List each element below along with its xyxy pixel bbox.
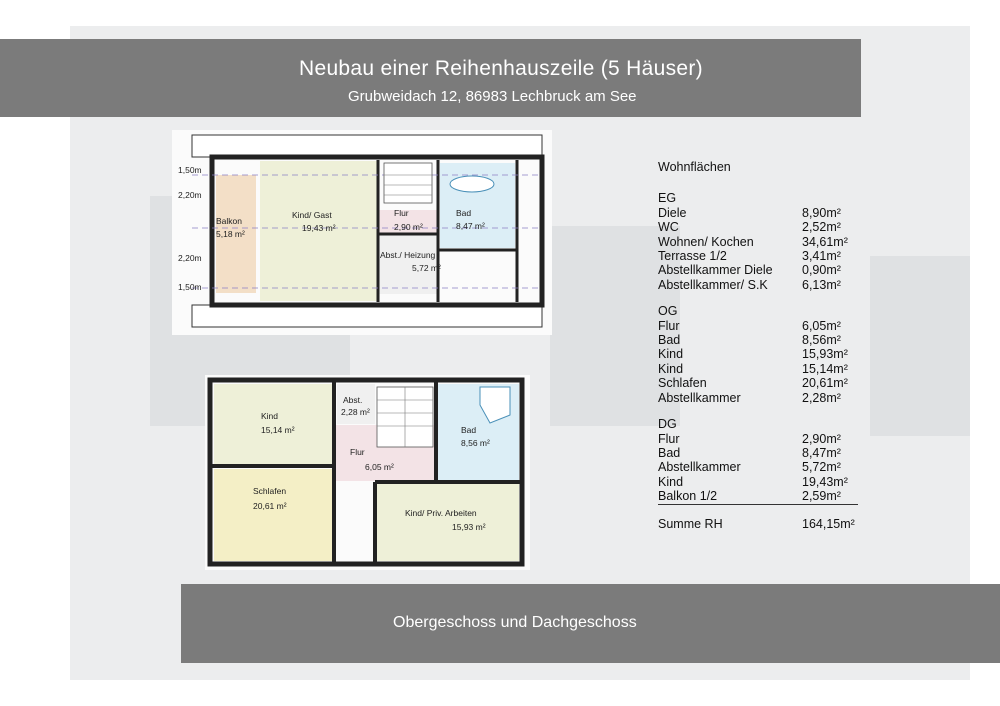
area-value: 5,72m² <box>802 460 841 475</box>
area-value: 19,43m² <box>802 474 848 489</box>
list-item <box>658 362 858 376</box>
caption-banner <box>181 584 1000 663</box>
list-item <box>658 475 858 489</box>
area-label: Wohnen/ Kochen <box>658 234 754 249</box>
dim-label: 1,50m <box>178 282 202 292</box>
area-value: 34,61m² <box>802 234 848 249</box>
area-value: 15,93m² <box>802 347 848 362</box>
area-value: 20,61m² <box>802 376 848 391</box>
og-floor-plan <box>205 375 530 570</box>
room-name: Kind/ Gast <box>292 210 332 220</box>
area-label: Bad <box>658 333 681 348</box>
room-area: 15,93 m² <box>452 522 486 532</box>
list-item <box>658 278 858 292</box>
room-area: 8,47 m² <box>456 221 485 231</box>
area-value: 15,14m² <box>802 361 848 376</box>
room-name: Schlafen <box>253 486 287 496</box>
total-row <box>658 517 858 531</box>
area-label: Abstellkammer/ S.K <box>658 277 768 292</box>
dg-floor-plan <box>172 130 552 335</box>
title-banner <box>0 39 861 117</box>
room-name: Abst. <box>343 395 363 405</box>
area-label: Terrasse 1/2 <box>658 249 727 264</box>
area-value: 8,90m² <box>802 205 841 220</box>
area-label: Abstellkammer Diele <box>658 263 773 278</box>
room-area: 5,72 m² <box>412 263 441 273</box>
room-area: 2,90 m² <box>394 222 423 232</box>
room-area: 8,56 m² <box>461 438 490 448</box>
kind-room <box>214 384 332 464</box>
room-name: Balkon <box>216 216 242 226</box>
list-item <box>658 376 858 390</box>
area-group-eg <box>658 191 858 292</box>
area-label: Kind <box>658 347 684 362</box>
list-item <box>658 391 858 405</box>
area-label: Flur <box>658 318 680 333</box>
list-item <box>658 220 858 234</box>
dim-label: 2,20m <box>178 190 202 200</box>
floor-caption: Obergeschoss und Dachgeschoss <box>393 614 637 631</box>
area-heading: Wohnflächen <box>658 160 731 174</box>
area-label: Kind <box>658 474 684 489</box>
list-item <box>658 263 858 277</box>
schlafen-room <box>214 469 332 561</box>
area-label: Diele <box>658 205 687 220</box>
list-item <box>658 347 858 361</box>
list-item <box>658 333 858 347</box>
room-area: 15,14 m² <box>261 425 295 435</box>
room-area: 2,28 m² <box>341 407 370 417</box>
list-item <box>658 432 858 446</box>
area-label: Schlafen <box>658 376 707 391</box>
dg-plan-drawing <box>172 130 552 335</box>
area-value: 6,05m² <box>802 318 841 333</box>
area-value: 0,90m² <box>802 263 841 278</box>
total-label: Summe RH <box>658 516 723 531</box>
total-value: 164,15m² <box>802 516 855 531</box>
room-name: Abst./ Heizung <box>380 250 436 260</box>
group-title: OG <box>658 304 678 319</box>
area-value: 3,41m² <box>802 249 841 264</box>
area-label: Abstellkammer <box>658 390 741 405</box>
area-label: Abstellkammer <box>658 460 741 475</box>
room-name: Flur <box>350 447 365 457</box>
area-value: 2,52m² <box>802 220 841 235</box>
room-name: Flur <box>394 208 409 218</box>
room-name: Bad <box>461 425 477 435</box>
area-group-dg <box>658 417 858 504</box>
dim-label: 1,50m <box>178 165 202 175</box>
room-name: Bad <box>456 208 472 218</box>
room-area: 5,18 m² <box>216 229 245 239</box>
room-area: 6,05 m² <box>365 462 394 472</box>
dim-label: 2,20m <box>178 253 202 263</box>
list-item <box>658 249 858 263</box>
area-value: 2,28m² <box>802 390 841 405</box>
list-item <box>658 489 858 504</box>
room-name: Kind/ Priv. Arbeiten <box>405 508 477 518</box>
area-group-og <box>658 304 858 405</box>
address: Grubweidach 12, 86983 Lechbruck am See <box>348 88 637 105</box>
area-label: Flur <box>658 431 680 446</box>
list-item <box>658 319 858 333</box>
list-item <box>658 446 858 460</box>
room-area: 19,43 m² <box>302 223 336 233</box>
room-name: Kind <box>261 411 279 421</box>
area-value: 8,56m² <box>802 333 841 348</box>
area-value: 2,90m² <box>802 431 841 446</box>
group-title: EG <box>658 191 677 206</box>
area-label: WC <box>658 220 679 235</box>
house-silhouette <box>870 256 970 436</box>
area-label: Bad <box>658 445 681 460</box>
kind-arbeiten-room <box>377 484 519 561</box>
list-item <box>658 235 858 249</box>
area-label: Balkon 1/2 <box>658 489 718 504</box>
room-area: 20,61 m² <box>253 501 287 511</box>
group-title: DG <box>658 417 677 432</box>
area-value: 6,13m² <box>802 277 841 292</box>
area-value: 2,59m² <box>802 489 841 504</box>
list-item <box>658 206 858 220</box>
living-area-table <box>658 160 858 531</box>
area-label: Kind <box>658 361 684 376</box>
area-value: 8,47m² <box>802 445 841 460</box>
page-title: Neubau einer Reihenhauszeile (5 Häuser) <box>299 57 703 80</box>
og-plan-drawing <box>205 375 530 570</box>
list-item <box>658 460 858 474</box>
